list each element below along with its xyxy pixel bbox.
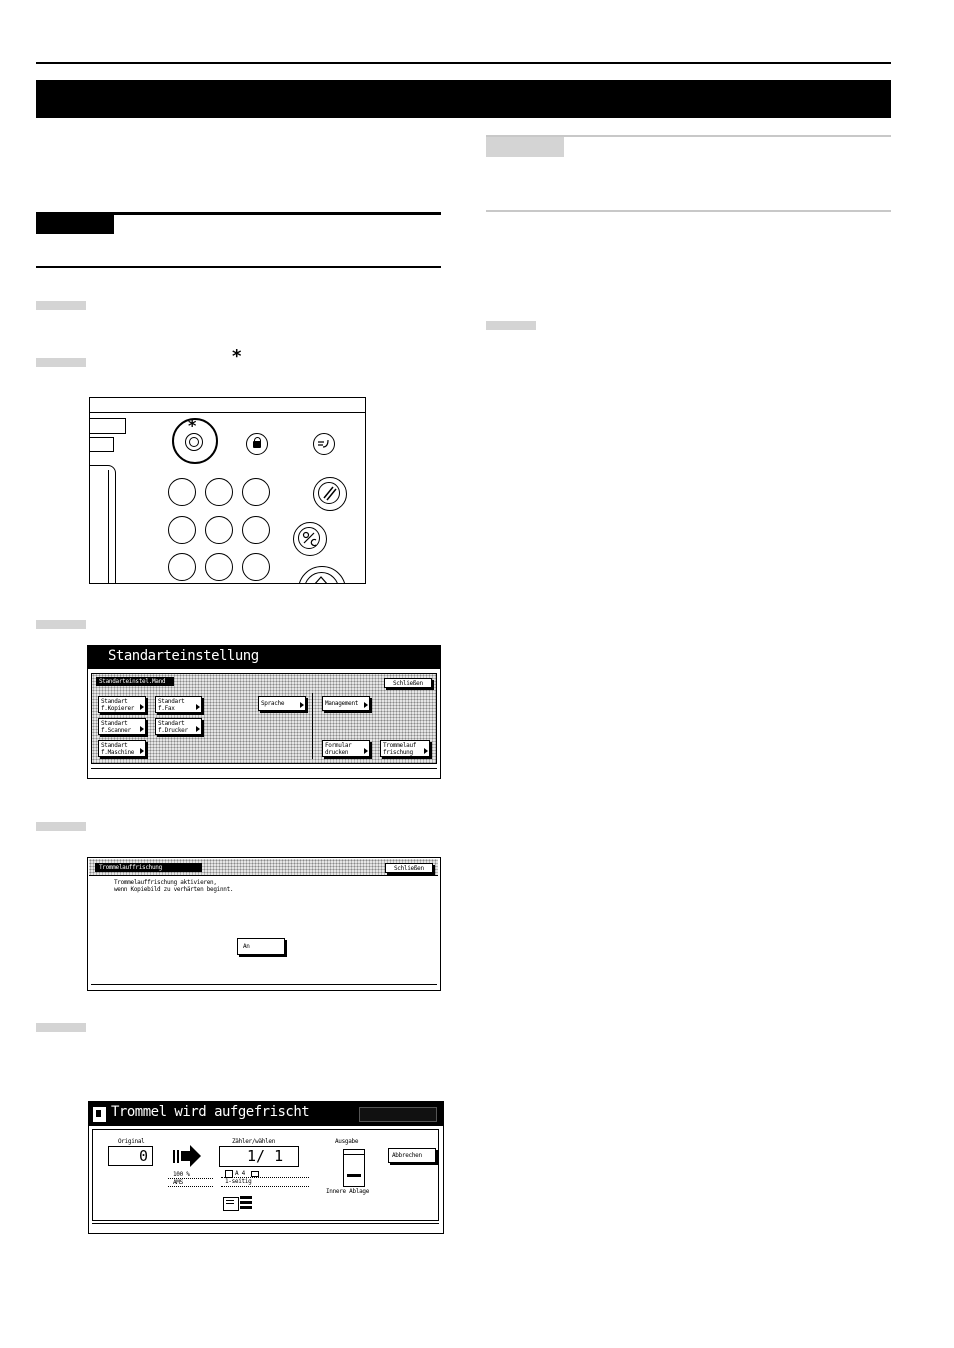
button-label-line2: drucken <box>325 749 349 756</box>
screen1-close-button[interactable] <box>384 678 432 688</box>
start-icon <box>299 567 344 584</box>
screen1-tab-label: Standarteinstel.Mand <box>99 678 166 685</box>
screen1-bottom-strip <box>91 768 437 769</box>
screen1-close-label: Schließen <box>393 680 423 687</box>
reset-icon <box>314 478 345 509</box>
sort-icon <box>223 1197 239 1211</box>
right-note-label <box>486 137 564 157</box>
button-label-line1: Standart <box>101 720 128 727</box>
screen1-tab[interactable] <box>96 677 174 686</box>
inner-tray-label: Innere Ablage <box>326 1188 370 1195</box>
drum-refresh-screen <box>87 857 441 991</box>
numeric-key-7[interactable] <box>168 553 196 581</box>
language-button[interactable] <box>258 696 306 711</box>
panel-indicator-1 <box>89 418 126 434</box>
screen2-close-button[interactable] <box>385 863 433 873</box>
screen2-on-button[interactable] <box>237 938 285 955</box>
default-settings-key[interactable] <box>172 418 218 464</box>
ams-underline <box>168 1186 213 1187</box>
screen2-message-line1: Trommelauffrischung aktivieren, <box>114 879 217 886</box>
output-tray-icon <box>343 1149 365 1187</box>
panel-indicator-2 <box>89 437 114 452</box>
step-star-symbol: * <box>232 346 242 367</box>
screen2-close-label: Schließen <box>394 865 424 872</box>
button-label-line2: f.Drucker <box>158 727 188 734</box>
counter-value: 1/ 1 <box>247 1147 284 1165</box>
section-title-bar <box>36 80 891 118</box>
print-form-button[interactable] <box>322 740 370 757</box>
operation-panel <box>89 397 366 584</box>
button-label-line2: f.Kopierer <box>101 705 135 712</box>
stop-clear-key[interactable] <box>293 522 327 556</box>
original-count-value: 0 <box>138 1147 148 1165</box>
step-marker-5 <box>36 1023 86 1032</box>
paper-size-value: A 4 <box>235 1170 245 1177</box>
right-step-marker <box>486 321 536 330</box>
default-scanner-button[interactable] <box>98 718 146 735</box>
arrow-right-icon <box>181 1145 201 1167</box>
default-fax-button[interactable] <box>155 696 202 713</box>
cancel-label: Abbrechen <box>392 1152 422 1159</box>
button-label-line1: Standart <box>158 720 185 727</box>
button-label-line1: Trommelauf <box>383 742 417 749</box>
star-icon: * <box>188 416 197 435</box>
screen1-body <box>91 673 437 764</box>
lock-key[interactable] <box>246 433 268 455</box>
sides-underline <box>221 1186 309 1187</box>
screen2-tab-label: Trommelauffrischung <box>99 864 162 871</box>
step-marker-1 <box>36 301 86 310</box>
lock-shackle <box>254 437 261 443</box>
numeric-key-6[interactable] <box>242 516 270 544</box>
energy-saver-key[interactable] <box>313 433 335 455</box>
numeric-key-4[interactable] <box>168 516 196 544</box>
default-settings-screen <box>87 645 441 779</box>
zoom-value: 100 % <box>173 1171 190 1178</box>
output-label: Ausgabe <box>335 1138 359 1145</box>
original-count-box <box>108 1146 153 1166</box>
pause-bar-1 <box>173 1150 175 1163</box>
button-label-line2: f.Fax <box>158 705 175 712</box>
key-ring-inner <box>189 437 199 447</box>
screen2-tab[interactable] <box>95 863 202 872</box>
button-label-line1: Standart <box>158 698 185 705</box>
numeric-key-1[interactable] <box>168 478 196 506</box>
sides-value: 1-seitig <box>225 1178 252 1185</box>
numeric-key-2[interactable] <box>205 478 233 506</box>
numeric-key-8[interactable] <box>205 553 233 581</box>
stop-clear-icon <box>294 523 325 554</box>
drum-refresh-button[interactable] <box>380 740 430 757</box>
screen3-body <box>92 1129 439 1221</box>
step-marker-2 <box>36 358 86 367</box>
panel-side-frame-inner <box>89 470 109 584</box>
step-marker-3 <box>36 620 86 629</box>
pause-bar-2 <box>177 1150 179 1163</box>
screen1-title-bar <box>88 646 440 669</box>
screen2-header <box>89 859 438 876</box>
button-label-line1: Sprache <box>261 700 285 707</box>
numeric-key-3[interactable] <box>242 478 270 506</box>
button-label-line2: frischung <box>383 749 413 756</box>
note-bottom-rule <box>36 266 441 268</box>
management-button[interactable] <box>322 696 370 711</box>
button-label-line2: f.Maschine <box>101 749 135 756</box>
screen3-bottom-strip <box>92 1223 439 1224</box>
numeric-key-9[interactable] <box>242 553 270 581</box>
screen2-inner-bottom <box>91 984 437 985</box>
reset-key[interactable] <box>313 477 347 511</box>
note-label <box>36 215 114 234</box>
default-printer-button[interactable] <box>155 718 202 735</box>
button-label-line1: Standart <box>101 698 128 705</box>
refresh-in-progress-screen <box>88 1101 444 1234</box>
counter-box[interactable] <box>219 1146 299 1167</box>
button-label-line1: Management <box>325 700 359 707</box>
screen3-title: Trommel wird aufgefrischt <box>111 1104 310 1120</box>
button-label-line2: f.Scanner <box>101 727 131 734</box>
document-icon <box>93 1107 106 1122</box>
button-label-line1: Formular <box>325 742 352 749</box>
right-note-bottom-rule <box>486 210 891 212</box>
original-label: Original <box>118 1138 145 1145</box>
default-copier-button[interactable] <box>98 696 146 713</box>
sort-stack-icon <box>240 1196 254 1211</box>
screen1-divider <box>312 693 313 759</box>
screen2-on-label: An <box>243 943 250 950</box>
cancel-button[interactable] <box>388 1148 436 1163</box>
energy-saver-icon <box>314 434 333 453</box>
default-machine-button[interactable] <box>98 740 146 757</box>
ams-value: AMS <box>173 1179 183 1186</box>
top-rule <box>36 62 891 64</box>
screen1-title: Standarteinstellung <box>108 648 259 664</box>
screen3-status-box <box>359 1107 437 1122</box>
counter-label: Zähler/wählen <box>232 1138 276 1145</box>
start-key[interactable] <box>298 566 346 584</box>
step-marker-4 <box>36 822 86 831</box>
numeric-key-5[interactable] <box>205 516 233 544</box>
screen2-message-line2: wenn Kopiebild zu verhärten beginnt. <box>114 886 234 893</box>
panel-top-strip <box>90 412 365 413</box>
screen3-title-bar <box>89 1102 443 1126</box>
button-label-line1: Standart <box>101 742 128 749</box>
